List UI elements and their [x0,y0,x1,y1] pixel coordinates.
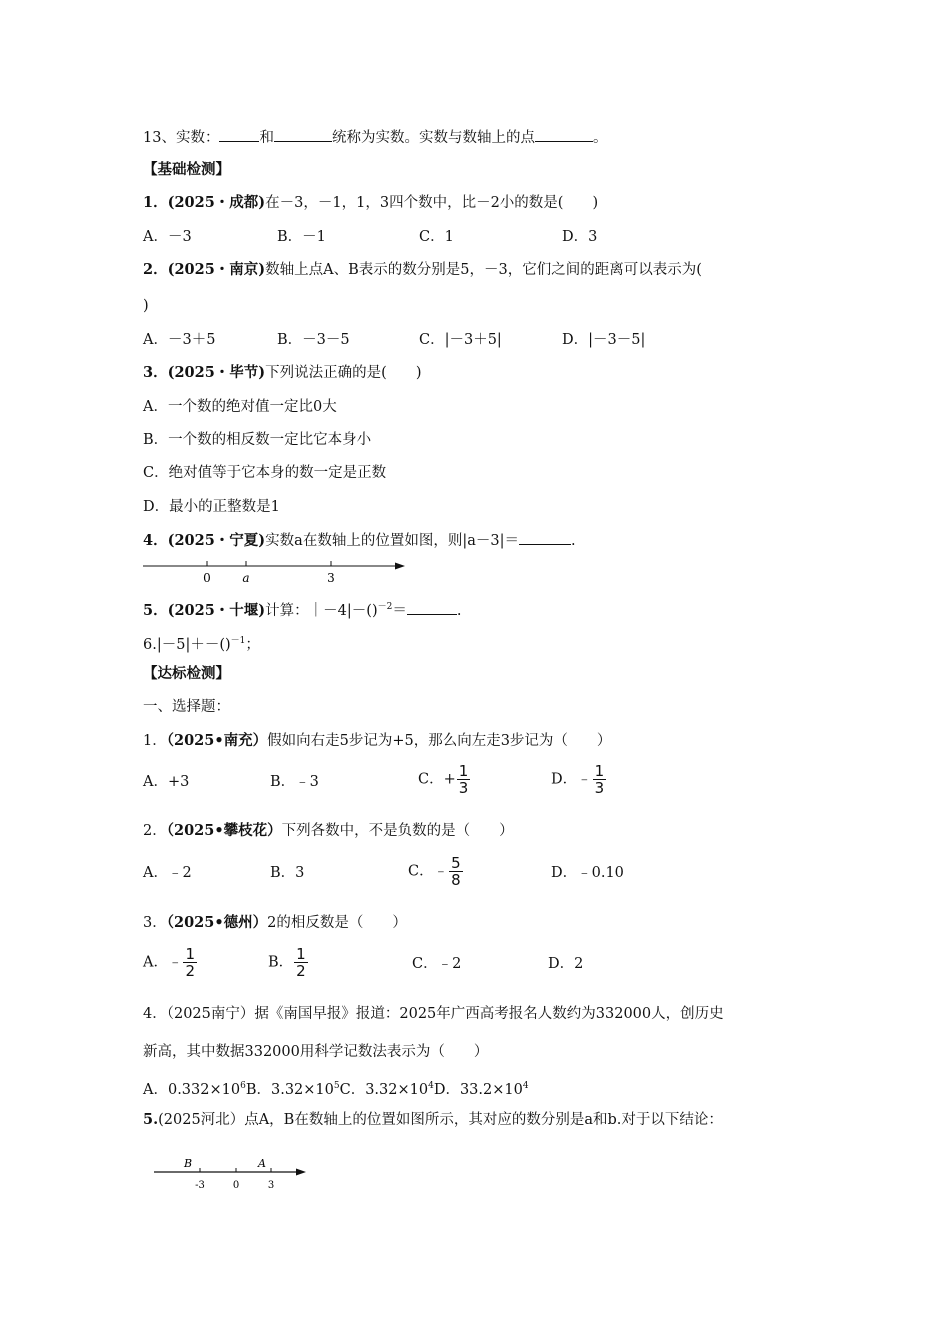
question-b6: 6.|－5|＋－()$^{-1}$； [143,636,260,653]
fraction: $\frac{5}{8}$ [451,854,461,889]
question-b4: 4．(2025・宁夏)实数a在数轴上的位置如图，则|a－3|＝ . [143,532,576,549]
fraction: $\frac{1}{3}$ [594,762,605,797]
option-b: B．－1 [277,229,326,245]
option-c: C．绝对值等于它本身的数一定是正数 [143,465,387,481]
question-b1: 1．(2025・成都)在－3，－1，1，3四个数中，比－2小的数是( ) [143,194,599,211]
number-line-figure [143,558,413,588]
option-d: D．$33.2\times 10^4$ [433,1081,529,1098]
option-b: B．$3.32\times 10^5$ [245,1081,340,1098]
option-a: A．－3 [143,229,192,245]
tick-label-neg3: -3 [195,1180,205,1191]
option-d: D．|－3－5| [562,332,646,348]
option-c: C．|－3＋5| [419,332,502,348]
option-a: A．一个数的绝对值一定比0大 [143,399,337,415]
option-d: D．﹣ $\frac{1}{3}$ [551,762,605,797]
option-a: A．－3＋5 [143,332,216,348]
tick-label-a: a [242,571,250,585]
question-b3: 3．(2025・毕节)下列说法正确的是( ) [143,364,422,381]
answer-blank [407,600,457,615]
option-b: B．3 [270,865,305,881]
option-d: D．3 [562,229,598,245]
option-a: A．﹣2 [143,865,192,881]
question-13: 13、实数： 和 统称为实数。实数与数轴上的点 。 [143,127,607,148]
option-c: C．+ $\frac{1}{3}$ [418,762,469,797]
option-a: A．﹣ $\frac{1}{2}$ [143,945,196,980]
option-b: B．一个数的相反数一定比它本身小 [143,432,372,448]
option-b: B．－3－5 [277,332,350,348]
fraction: $\frac{1}{2}$ [296,945,306,980]
option-c: C．﹣ $\frac{5}{8}$ [408,854,461,889]
tick-label-3: 3 [267,1180,275,1191]
section-heading-standard: 【达标检测】 [143,665,230,682]
question-c2: 2．（2025•攀枝花）下列各数中，不是负数的是（ ） [143,822,514,839]
question-b2: 2．(2025・南京)数轴上点A、B表示的数分别是5，－3，它们之间的距离可以表示为( [143,261,702,278]
answer-blank [519,530,571,545]
option-a: A．$0.332\times 10^6$ [143,1081,246,1098]
question-c5: 5.(2025河北）点A，B在数轴上的位置如图所示，其对应的数分别是a和b.对于以下结论： [143,1111,723,1128]
question-b5: 5．(2025・十堰)计算：｜－4|－()$^{-2}$＝ . [143,602,462,619]
question-c4-cont: 新高，其中数据332000用科学记数法表示为（ ） [143,1044,489,1060]
option-b: B． $\frac{1}{2}$ [268,945,306,980]
number-line-figure-ab [150,1154,315,1194]
tick-label-0: 0 [203,571,211,585]
section-heading-basic: 【基础检测】 [143,161,230,178]
fraction: $\frac{1}{2}$ [185,945,196,980]
question-c3: 3．（2025•德州）2的相反数是（ ） [143,914,407,931]
option-b: B．﹣3 [270,774,319,790]
part-heading: 一、选择题： [143,699,230,715]
question-c4-options [143,1076,529,1100]
answer-blank [535,127,593,142]
option-c: C．﹣2 [412,956,462,972]
option-d: D．2 [548,956,584,972]
tick-label-0: 0 [232,1180,240,1191]
point-label-a: A [258,1157,266,1170]
question-c1: 1．（2025•南充）假如向右走5步记为+5，那么向左走3步记为（ ） [143,732,612,749]
question-b2-cont: ) [143,298,149,314]
answer-blank [274,127,332,142]
option-c: C．$3.32\times 10^4$ [339,1081,434,1098]
answer-blank [219,127,259,142]
fraction: $\frac{1}{3}$ [458,762,469,797]
option-d: D．最小的正整数是1 [143,499,280,515]
option-c: C．1 [419,229,454,245]
tick-label-3: 3 [327,571,335,585]
question-c4: 4．（2025南宁）据《南国早报》报道：2025年广西高考报名人数约为332000人，创历史 [143,1006,724,1022]
option-a: A．+3 [143,774,190,790]
option-d: D．﹣0.10 [551,865,624,881]
point-label-b: B [183,1157,193,1170]
